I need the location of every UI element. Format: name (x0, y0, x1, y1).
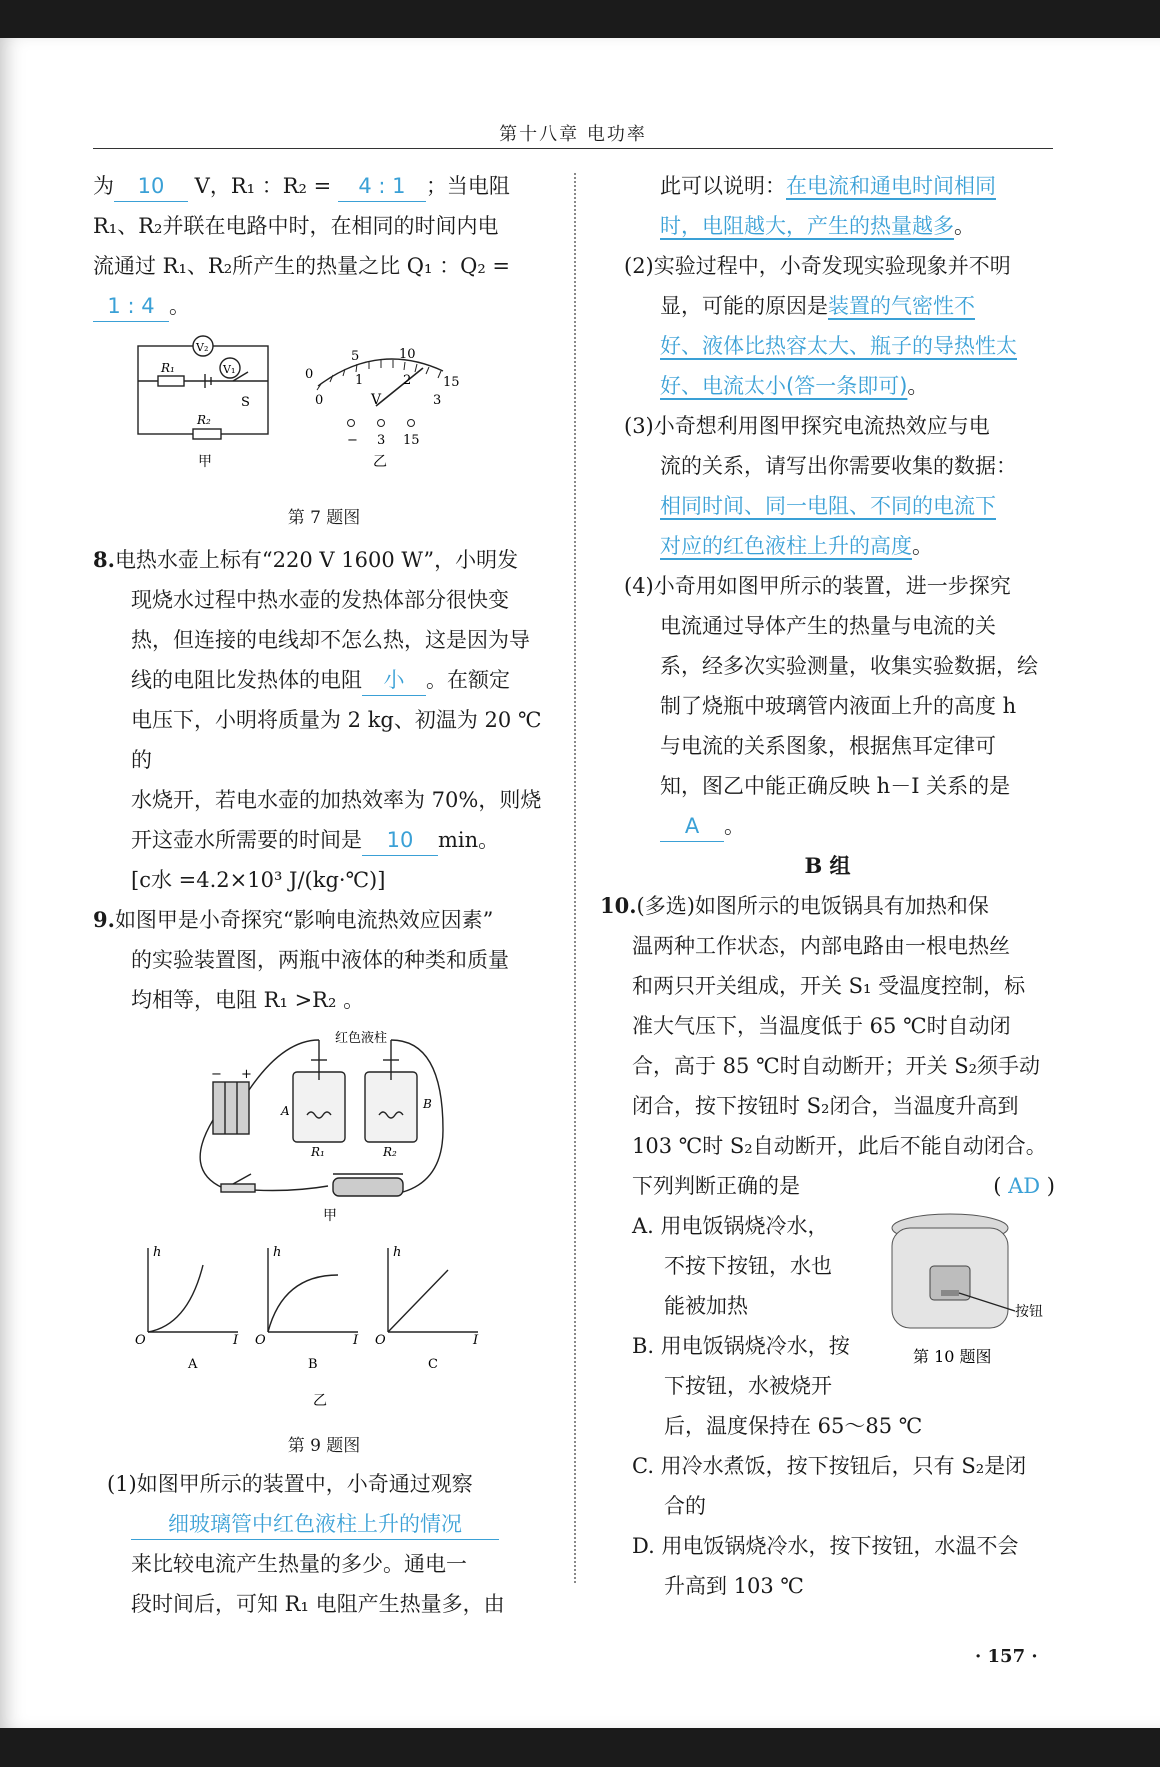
terminal-minus (348, 420, 355, 427)
red-column-label: 红色液柱 (335, 1031, 388, 1046)
q8-text: min。 (438, 828, 500, 852)
figure-10-caption: 第 10 题图 (913, 1347, 992, 1366)
q8-line5: 电压下，小明将质量为 2 kg、初温为 20 ℃的 (131, 708, 542, 772)
q10-option-b-line1: B. 用电饭锅烧冷水，按 (632, 1334, 850, 1358)
terminal-3 (378, 420, 385, 427)
switch-base (221, 1184, 255, 1192)
graph-a-h: h (153, 1245, 162, 1260)
q9-s3-text: 。 (912, 534, 933, 558)
meter-tick-bottom-0: 0 (315, 393, 324, 408)
v2-label: V₂ (196, 341, 209, 354)
header-rule (93, 148, 1053, 149)
q10-number: 10. (600, 893, 637, 918)
q9-s1-line2 (93, 1504, 555, 1544)
q8-text: 电热水壶上标有“220 V 1600 W”，小明发 (114, 548, 519, 572)
q9-s2-line1 (600, 246, 1055, 286)
q10-line3: 和两只开关组成，开关 S₁ 受温度控制，标 (632, 974, 1026, 998)
q9-s4-line4: 制了烧瓶中玻璃管内液面上升的高度 h (660, 694, 1017, 718)
figure-7 (93, 326, 555, 496)
q8-text: 。在额定 (426, 668, 510, 692)
q9-s2-number: (2) (624, 254, 654, 278)
meter-tick-top-15: 15 (443, 375, 460, 390)
q9-s1-text: 。 (954, 214, 975, 238)
q9-s1-line1 (93, 1464, 555, 1504)
switch-label: S (241, 395, 250, 410)
column-divider (574, 173, 576, 1583)
q10-line5: 合，高于 85 ℃时自动断开；开关 S₂须手动 (632, 1054, 1041, 1078)
graph-a-label: A (188, 1357, 198, 1372)
q9-line1 (93, 900, 555, 940)
bottle-b-label: B (423, 1097, 432, 1111)
q10-line4: 准大气压下，当温度低于 65 ℃时自动闭 (632, 1014, 1011, 1038)
q9-s3-text: 小奇想利用图甲探究电流热效应与电 (653, 414, 990, 438)
q9-s4-answer: A (660, 811, 724, 842)
q9-s4-text: 。 (724, 814, 745, 838)
q8-line4 (93, 660, 555, 700)
cooker-button-icon (941, 1290, 959, 1296)
chapter-header: 第十八章 电功率 (499, 124, 647, 145)
q9-s1-line4: 段时间后，可知 R₁ 电阻产生热量多，由 (131, 1592, 505, 1616)
terminal-3-label: 3 (377, 433, 386, 448)
r1-label: R₁ (161, 361, 175, 375)
battery-plus: + (241, 1067, 252, 1082)
graph-c-line (388, 1270, 448, 1332)
q8-line7 (93, 820, 555, 860)
q9-s1-text: 如图甲所示的装置中，小奇通过观察 (136, 1472, 473, 1496)
q7-text: 为 (93, 174, 114, 198)
figure-7-caption: 第 7 题图 (287, 508, 361, 528)
graph-c-h: h (393, 1245, 402, 1260)
q8-text: 线的电阻比发热体的电阻 (131, 668, 362, 692)
page-number: · 157 · (975, 1646, 1038, 1667)
meter-tick-bottom-2: 2 (403, 373, 412, 388)
q8-line6: 水烧开，若电水壶的加热效率为 70%，则烧 (131, 788, 542, 812)
q10-line2: 温两种工作状态，内部电路由一根电热丝 (632, 934, 1010, 958)
q7-line1 (93, 166, 555, 206)
battery (213, 1082, 249, 1134)
q8-line3: 热，但连接的电线却不怎么热，这是因为导 (131, 628, 530, 652)
q9-s3-answer-b: 对应的红色液柱上升的高度 (660, 534, 912, 558)
graph-c-label: C (428, 1357, 438, 1372)
bottle-a-label: A (281, 1104, 290, 1118)
graph-c-origin: O (375, 1333, 386, 1348)
figure-9-label-yi: 乙 (313, 1393, 327, 1409)
figure-7-label-jia: 甲 (198, 454, 212, 470)
figure-9-drawing (93, 1020, 555, 1428)
q8-answer-2: 10 (362, 825, 438, 856)
graph-a-i: I (233, 1333, 239, 1348)
q9-s3-answer-a: 相同时间、同一电阻、不同的电流下 (660, 494, 996, 518)
figure-9-label-jia: 甲 (323, 1208, 337, 1224)
figure-7-drawing (93, 326, 555, 496)
q7-answer-3: 1 : 4 (93, 291, 169, 322)
q9-s1-line3: 来比较电流产生热量的多少。通电一 (131, 1552, 467, 1576)
q9-s4-line7 (600, 806, 1055, 846)
q10-option-b-line3: 后，温度保持在 65～85 ℃ (664, 1414, 923, 1438)
q10-option-c-line2: 合的 (664, 1494, 706, 1518)
q10-line7: 103 ℃时 S₂自动断开，此后不能自动闭合。 (632, 1134, 1047, 1158)
r1-label: R₁ (311, 1145, 325, 1159)
meter-unit: V (371, 392, 382, 408)
meter-tick-top-5: 5 (351, 349, 360, 364)
q10-options-ab (600, 1206, 1055, 1366)
q9-s1-answer: 细玻璃管中红色液柱上升的情况 (131, 1509, 499, 1540)
q7-line2: R₁、R₂并联在电路中时，在相同的时间内电 (93, 214, 499, 238)
q7-text: V，R₁ ：R₂ = (188, 174, 338, 198)
terminal-minus-label: − (347, 433, 358, 448)
q10-bracket-open: ( (993, 1174, 1009, 1198)
q9-s2-answer-c: 好、电流太小(答一条即可) (660, 374, 908, 398)
left-column (93, 166, 555, 1624)
q8-line2: 现烧水过程中热水壶的发热体部分很快变 (131, 588, 509, 612)
q9-s3-number: (3) (624, 414, 654, 438)
q9-s4-line3: 系，经多次实验测量，收集实验数据，绘 (660, 654, 1038, 678)
textbook-page (0, 38, 1160, 1728)
q9-s4-line1 (600, 566, 1055, 606)
q9-s2-line4 (600, 366, 1055, 406)
q9-s2-text: 。 (907, 374, 929, 398)
q10-line8 (600, 1166, 1055, 1206)
q10-text: 下列判断正确的是 (632, 1174, 800, 1198)
q10-option-a-line1: A. 用电饭锅烧冷水， (632, 1214, 829, 1238)
graph-c-i: I (473, 1333, 479, 1348)
q9-s3-line3 (600, 486, 1055, 526)
q9-s1-text: 此可以说明： (660, 174, 786, 198)
graph-b-h: h (273, 1245, 282, 1260)
button-label: 按钮 (1015, 1304, 1043, 1320)
figure-7-label-yi: 乙 (373, 454, 387, 470)
q9-s2-answer-b: 好、液体比热容太大、瓶子的导热性太 (660, 334, 1017, 358)
q7-text: 。 (169, 294, 190, 318)
q7-line4 (93, 286, 555, 326)
meter-tick-top-10: 10 (399, 347, 416, 362)
q9-s3-line4 (600, 526, 1055, 566)
q9-s2-line2 (600, 286, 1055, 326)
graph-b-i: I (353, 1333, 359, 1348)
q10-answer-bracket (993, 1166, 1055, 1206)
q10-text: (多选)如图所示的电饭锅具有加热和保 (636, 894, 989, 918)
meter-tick-bottom-3: 3 (433, 393, 442, 408)
r2-label: R₂ (197, 413, 211, 427)
q9-s1-line5 (600, 166, 1055, 206)
graph-b-label: B (308, 1357, 318, 1372)
q9-s4-text: 小奇用如图甲所示的装置，进一步探究 (653, 574, 1011, 598)
q9-s1-number: (1) (107, 1472, 137, 1496)
battery-minus: − (211, 1067, 222, 1082)
r2-label: R₂ (383, 1145, 397, 1159)
q9-s4-line6: 知，图乙中能正确反映 h－I 关系的是 (660, 774, 1011, 798)
q10-line1 (600, 886, 1055, 926)
q9-s1-line6 (600, 206, 1055, 246)
bottle-a (293, 1072, 345, 1142)
figure-9-caption: 第 9 题图 (287, 1436, 361, 1456)
q8-line1 (93, 540, 555, 580)
graph-a-curve (148, 1265, 203, 1332)
graph-b-origin: O (255, 1333, 266, 1348)
terminal-15-label: 15 (403, 433, 420, 448)
q9-line3: 均相等，电阻 R₁ >R₂ 。 (131, 988, 365, 1012)
q9-line2: 的实验装置图，两瓶中液体的种类和质量 (131, 948, 509, 972)
q7-answer-1: 10 (114, 171, 188, 202)
bottle-b (365, 1072, 417, 1142)
q10-option-a-line2: 不按下按钮，水也 (664, 1254, 832, 1278)
q9-s1-answer-2a: 在电流和通电时间相同 (786, 174, 996, 198)
q8-answer-1: 小 (362, 665, 426, 696)
q10-answer: AD (1008, 1174, 1041, 1198)
q9-s1-answer-2b: 时，电阻越大，产生的热量越多 (660, 214, 954, 238)
right-column (600, 166, 1055, 1606)
q7-answer-2: 4 : 1 (338, 171, 426, 202)
graph-a-origin: O (135, 1333, 146, 1348)
q7-line3: 流通过 R₁、R₂所产生的热量之比 Q₁ ：Q₂ = (93, 254, 511, 278)
q10-bracket-close: ) (1040, 1174, 1055, 1198)
q9-s2-text: 实验过程中，小奇发现实验现象并不明 (653, 254, 1011, 278)
q9-s4-line2: 电流通过导体产生的热量与电流的关 (660, 614, 996, 638)
q10-option-b-line2: 下按钮，水被烧开 (664, 1374, 832, 1398)
q9-s4-line5: 与电流的关系图象，根据焦耳定律可 (660, 734, 996, 758)
meter-tick-bottom-1: 1 (355, 373, 364, 388)
q8-number: 8. (93, 547, 115, 572)
q9-text: 如图甲是小奇探究“影响电流热效应因素” (114, 908, 494, 932)
q9-s2-answer-a: 装置的气密性不 (828, 294, 975, 318)
q9-s2-text: 显，可能的原因是 (660, 294, 828, 318)
rheostat (333, 1178, 403, 1196)
q10-option-d-line1: D. 用电饭锅烧冷水，按下按钮，水温不会 (632, 1534, 1019, 1558)
q9-s2-line3 (600, 326, 1055, 366)
q10-option-c-line1: C. 用冷水煮饭，按下按钮后，只有 S₂是闭 (632, 1454, 1027, 1478)
q9-s4-number: (4) (624, 574, 654, 598)
group-b-heading: B 组 (804, 853, 851, 878)
q10-option-a-line3: 能被加热 (664, 1294, 748, 1318)
q8-line8: [c水 =4.2×10³ J/(kg·℃)] (131, 868, 386, 892)
terminal-15 (408, 420, 415, 427)
q9-number: 9. (93, 907, 115, 932)
q10-option-d-line2: 升高到 103 ℃ (664, 1574, 804, 1598)
q9-s3-line1 (600, 406, 1055, 446)
q9-s3-line2: 流的关系，请写出你需要收集的数据： (660, 454, 1017, 478)
meter-tick-top-0: 0 (305, 367, 314, 382)
figure-10 (885, 1206, 1055, 1376)
rice-cooker-drawing (885, 1206, 1055, 1376)
v1-label: V₁ (223, 363, 236, 376)
q8-text: 开这壶水所需要的时间是 (131, 828, 362, 852)
graph-b-curve (268, 1275, 338, 1332)
q10-line6: 闭合，按下按钮时 S₂闭合，当温度升高到 (632, 1094, 1019, 1118)
figure-9 (93, 1020, 555, 1428)
q7-text: ；当电阻 (425, 174, 510, 198)
